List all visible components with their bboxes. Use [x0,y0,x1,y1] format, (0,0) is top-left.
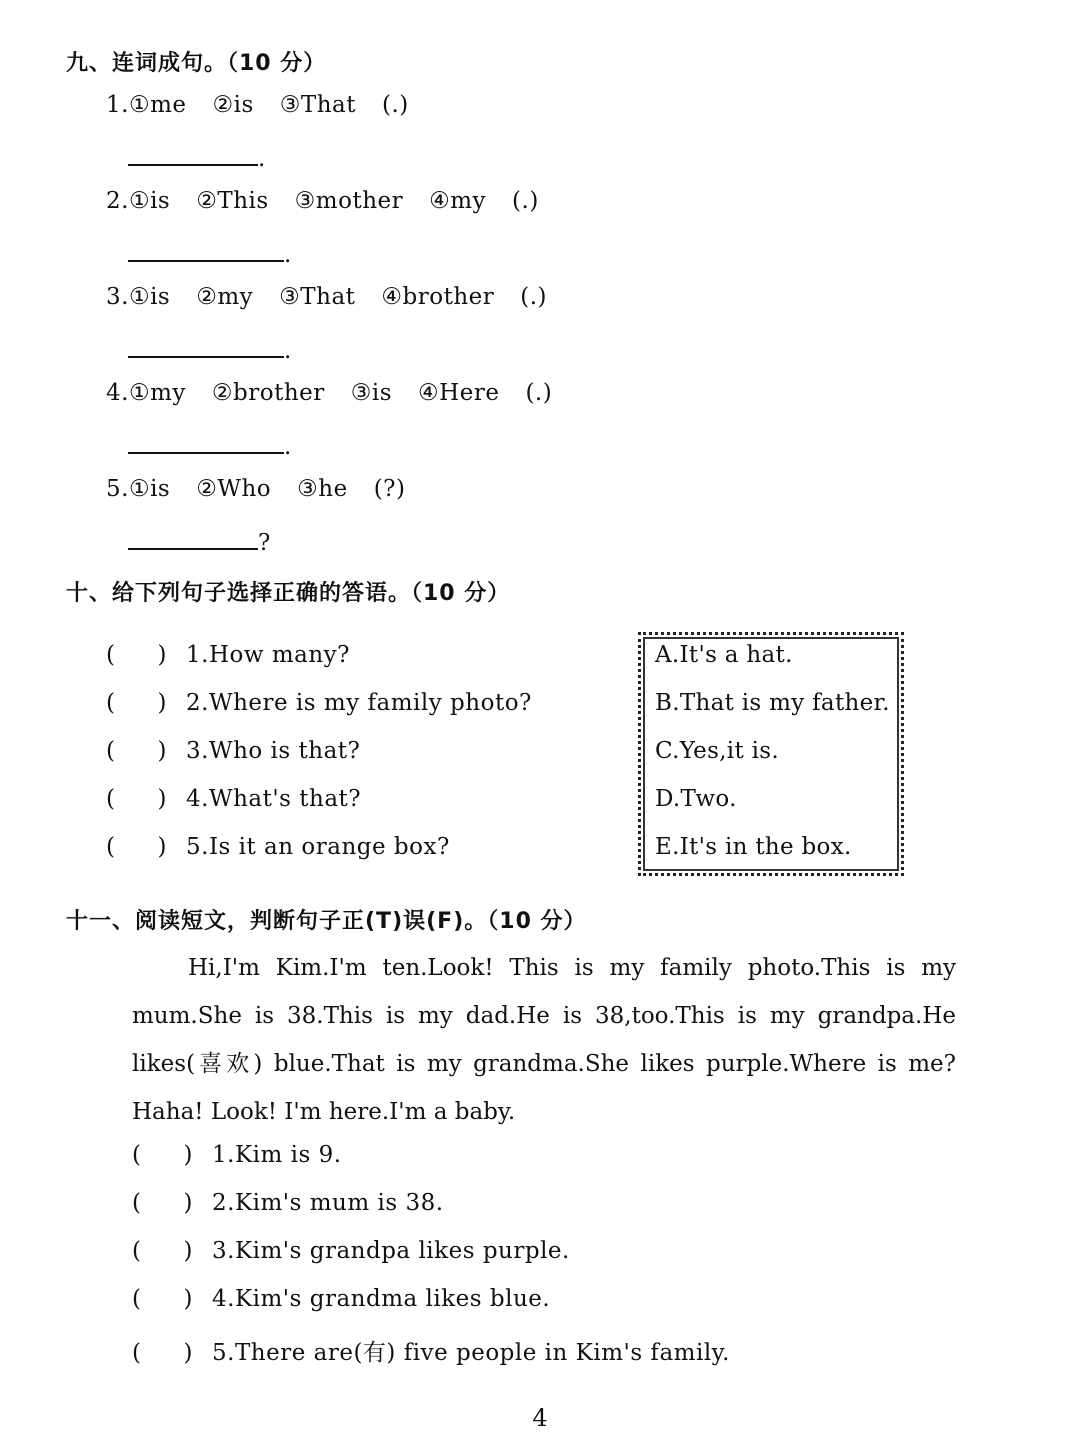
bracket-close: ) [157,834,167,860]
bracket-close: ) [157,690,167,716]
word-option: ④Here [418,380,500,406]
passage-text: Hi,I'm Kim.I'm ten.Look! This is my family photo.This is my mum.She is 38.This is my dad.He is 38,too.This is my grandpa.He likes(喜欢) blue.That is my grandma.She likes purple.Where is me? Haha! Look! I'm here.I'm a baby. [132,955,956,1125]
page-number: 4 [532,1404,548,1432]
answer-option: A.It's a hat. [655,642,793,668]
bracket-open: ( [106,786,116,812]
sentence-end-mark: ? [258,530,271,556]
question-row [132,1190,444,1216]
question-row [106,690,532,716]
bracket-close: ) [183,1286,193,1312]
word-option: (.) [382,92,409,118]
bracket-close: ) [183,1238,193,1264]
item-number: 4. [106,380,129,406]
bracket-open: ( [106,834,116,860]
question-row [132,1286,550,1312]
answer-bracket[interactable] [132,1238,212,1264]
word-option: ②Who [196,476,272,502]
word-option: ①is [128,188,171,214]
question-text: 1.Kim is 9. [212,1142,342,1168]
section-9-title: 九、连词成句。（10 分） [66,51,327,76]
reorder-item [106,92,435,118]
word-option: ①is [128,284,171,310]
question-text: 1.How many? [186,642,351,668]
bracket-open: ( [132,1340,142,1366]
bracket-close: ) [157,642,167,668]
answer-line[interactable] [128,142,266,172]
bracket-close: ) [183,1142,193,1168]
word-option: ③he [297,476,348,502]
reorder-item [106,380,578,406]
word-option: ①is [128,476,171,502]
question-text: 2.Where is my family photo? [186,690,532,716]
bracket-open: ( [106,642,116,668]
answer-blank[interactable] [128,142,258,166]
bracket-close: ) [183,1340,193,1366]
word-option: ①my [128,380,186,406]
answer-blank[interactable] [128,334,284,358]
word-option: (.) [525,380,553,406]
bracket-open: ( [132,1286,142,1312]
sentence-end-mark: . [258,146,266,172]
answer-blank[interactable] [128,238,284,262]
bracket-open: ( [106,690,116,716]
answer-blank[interactable] [128,430,284,454]
answer-line[interactable] [128,526,271,556]
sentence-end-mark: . [284,434,292,460]
question-text: 5.There are(有) five people in Kim's family. [212,1340,730,1366]
word-option: ②This [196,188,269,214]
bracket-open: ( [132,1190,142,1216]
question-row [106,834,450,860]
answer-bracket[interactable] [106,738,186,764]
answer-bracket[interactable] [106,690,186,716]
question-row [132,1238,570,1264]
word-option: ②is [212,92,254,118]
item-number: 3. [106,284,129,310]
question-row [106,642,350,668]
reorder-item [106,188,565,214]
word-option: ②brother [211,380,325,406]
word-option: ③is [350,380,393,406]
answer-option: C.Yes,it is. [655,738,779,764]
answer-line[interactable] [128,430,292,460]
answer-option: D.Two. [655,786,737,812]
item-number: 1. [106,92,129,118]
bracket-close: ) [183,1190,193,1216]
bracket-open: ( [106,738,116,764]
question-text: 2.Kim's mum is 38. [212,1190,444,1216]
section-10-title: 十、给下列句子选择正确的答语。（10 分） [66,581,511,606]
item-number: 2. [106,188,129,214]
section-11-title: 十一、阅读短文，判断句子正(T)误(F)。（10 分） [66,909,587,934]
question-row [132,1142,342,1168]
question-row [106,738,360,764]
question-text: 4.What's that? [186,786,362,812]
bracket-open: ( [132,1142,142,1168]
reorder-item [106,284,573,310]
question-text: 3.Kim's grandpa likes purple. [212,1238,570,1264]
question-row [132,1334,730,1367]
answer-bracket[interactable] [106,834,186,860]
answer-bracket[interactable] [106,786,186,812]
question-row [106,786,361,812]
answer-option: E.It's in the box. [655,834,852,860]
sentence-end-mark: . [284,338,292,364]
answer-bracket[interactable] [132,1340,212,1366]
sentence-end-mark: . [284,242,292,268]
answer-bracket[interactable] [132,1142,212,1168]
question-text: 4.Kim's grandma likes blue. [212,1286,551,1312]
answer-line[interactable] [128,238,292,268]
bracket-open: ( [132,1238,142,1264]
word-option: (?) [373,476,406,502]
answer-bracket[interactable] [132,1190,212,1216]
question-text: 5.Is it an orange box? [186,834,450,860]
reading-passage [132,944,956,1136]
answer-bracket[interactable] [132,1286,212,1312]
bracket-close: ) [157,786,167,812]
word-option: ③mother [294,188,404,214]
word-option: ①me [128,92,187,118]
word-option: ④my [429,188,487,214]
answer-line[interactable] [128,334,292,364]
item-number: 5. [106,476,129,502]
word-option: ②my [196,284,254,310]
word-option: (.) [520,284,548,310]
answer-blank[interactable] [128,526,258,550]
word-option: ③That [279,92,357,118]
answer-option: B.That is my father. [655,690,890,716]
question-text: 3.Who is that? [186,738,361,764]
reorder-item [106,476,431,502]
word-option: ③That [279,284,356,310]
answer-bracket[interactable] [106,642,186,668]
word-option: (.) [512,188,539,214]
bracket-close: ) [157,738,167,764]
word-option: ④brother [381,284,495,310]
